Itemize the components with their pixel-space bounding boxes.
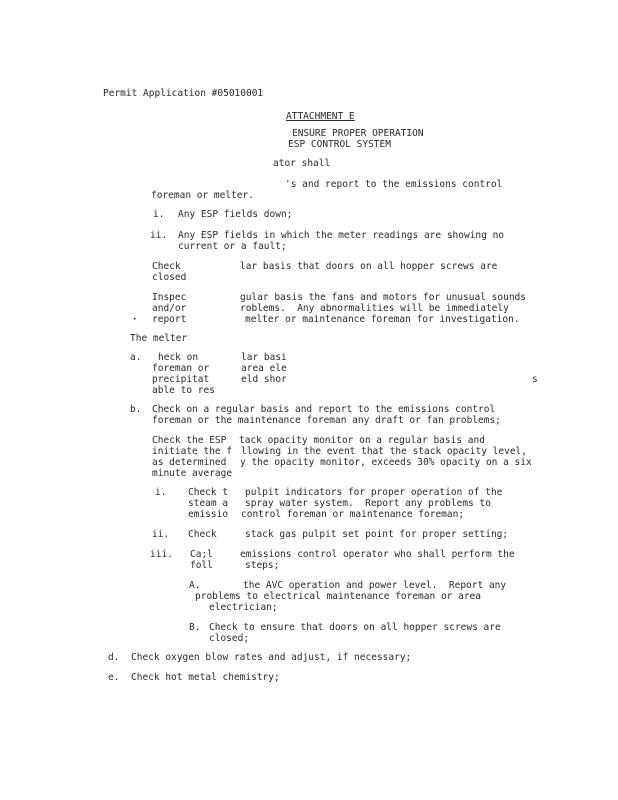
item-b-line-2: foreman or the maintenance foreman any draft or fan problems; bbox=[152, 415, 501, 426]
attachment-title: ATTACHMENT E bbox=[286, 111, 355, 122]
permit-number: Permit Application #05010001 bbox=[103, 88, 264, 99]
intro-line-1: ator shall bbox=[273, 158, 331, 169]
melter-heading: The melter bbox=[130, 333, 188, 344]
item-d-label: d. bbox=[108, 652, 120, 663]
item-e-text: Check hot metal chemistry; bbox=[131, 672, 280, 683]
item-b-label: b. bbox=[130, 404, 142, 415]
step-b-line-2: closed; bbox=[209, 633, 250, 644]
item-a-line-3a: precipitat bbox=[152, 374, 210, 385]
item-a-line-2a: foreman or bbox=[152, 363, 210, 374]
step-b-label: B. bbox=[189, 622, 201, 633]
step-a-line-3: electrician; bbox=[209, 602, 278, 613]
stack-line-2a: initiate the f bbox=[152, 446, 233, 457]
item-a-line-3c: s bbox=[532, 374, 538, 385]
sub-iii-line-1b: emissions control operator who shall perform the bbox=[240, 549, 515, 560]
check-block-line-2a: closed bbox=[152, 272, 187, 283]
intro-line-2: 's and report to the emissions control bbox=[285, 179, 503, 190]
inspect-line-2b: roblems. Any abnormalities will be immediately bbox=[240, 303, 509, 314]
inspect-line-1b: gular basis the fans and motors for unusual sounds bbox=[240, 292, 526, 303]
item-d-text: Check oxygen blow rates and adjust, if necessary; bbox=[131, 652, 412, 663]
item-a-line-4a: able to res bbox=[152, 385, 215, 396]
sub-i-line-2a: steam a bbox=[188, 498, 229, 509]
inspect-line-1a: Inspec bbox=[152, 292, 187, 303]
item-b-line-1: Check on a regular basis and report to the emissions control bbox=[152, 404, 496, 415]
step-b-line-1: Check to ensure that doors on all hopper screws are bbox=[209, 622, 501, 633]
sub-iii-line-2b: steps; bbox=[245, 560, 280, 571]
stack-line-3b: y the opacity monitor, exceeds 30% opacity on a six bbox=[240, 457, 532, 468]
item-a-line-2b: area ele bbox=[241, 363, 287, 374]
list-ii-number: ii. bbox=[150, 230, 168, 241]
step-a-label: A. bbox=[189, 580, 201, 591]
sub-ii-number: ii. bbox=[152, 529, 170, 540]
sub-i-line-2b: spray water system. Report any problems to bbox=[245, 498, 491, 509]
stack-line-1a: Check the ESP bbox=[152, 435, 227, 446]
title-line-1: ENSURE PROPER OPERATION bbox=[292, 128, 424, 139]
item-a-label: a. bbox=[130, 352, 142, 363]
item-a-line-1a: heck on bbox=[158, 352, 199, 363]
inspect-line-3a: report bbox=[152, 314, 187, 325]
step-a-line-2: problems to electrical maintenance foreman or area bbox=[195, 591, 481, 602]
check-block-line-1b: lar basis that doors on all hopper screws are bbox=[240, 261, 498, 272]
item-a-line-1b: lar basi bbox=[241, 352, 287, 363]
inspect-bullet: • bbox=[133, 316, 137, 323]
sub-ii-line-1a: Check bbox=[188, 529, 217, 540]
sub-iii-number: iii. bbox=[150, 549, 173, 560]
intro-line-3: foreman or melter. bbox=[151, 190, 254, 201]
check-block-line-1a: Check bbox=[152, 261, 181, 272]
stack-line-2b: llowing in the event that the stack opacity level, bbox=[241, 446, 527, 457]
sub-i-line-1b: pulpit indicators for proper operation of the bbox=[245, 487, 503, 498]
title-line-2: ESP CONTROL SYSTEM bbox=[288, 139, 391, 150]
list-i-text: Any ESP fields down; bbox=[178, 209, 293, 220]
list-ii-line-2: current or a fault; bbox=[178, 241, 287, 252]
item-a-line-3b: eld shor bbox=[241, 374, 287, 385]
sub-i-line-1a: Check t bbox=[188, 487, 229, 498]
list-ii-line-1: Any ESP fields in which the meter readings are showing no bbox=[178, 230, 505, 241]
sub-iii-line-1a: Ca;l bbox=[190, 549, 213, 560]
sub-i-number: i. bbox=[155, 487, 167, 498]
stack-line-1b: tack opacity monitor on a regular basis and bbox=[239, 435, 485, 446]
sub-i-line-3a: emissio bbox=[188, 509, 229, 520]
sub-ii-line-1b: stack gas pulpit set point for proper setting; bbox=[245, 529, 509, 540]
list-i-number: i. bbox=[153, 209, 165, 220]
inspect-line-2a: and/or bbox=[152, 303, 187, 314]
sub-iii-line-2a: foll bbox=[190, 560, 213, 571]
sub-i-line-3b: control foreman or maintenance foreman; bbox=[241, 509, 465, 520]
inspect-line-3b: melter or maintenance foreman for investigation. bbox=[245, 314, 520, 325]
stack-line-3a: as determined bbox=[152, 457, 227, 468]
step-a-line-1: the AVC operation and power level. Report any bbox=[243, 580, 507, 591]
stack-line-4a: minute average bbox=[152, 468, 233, 479]
item-e-label: e. bbox=[108, 672, 120, 683]
